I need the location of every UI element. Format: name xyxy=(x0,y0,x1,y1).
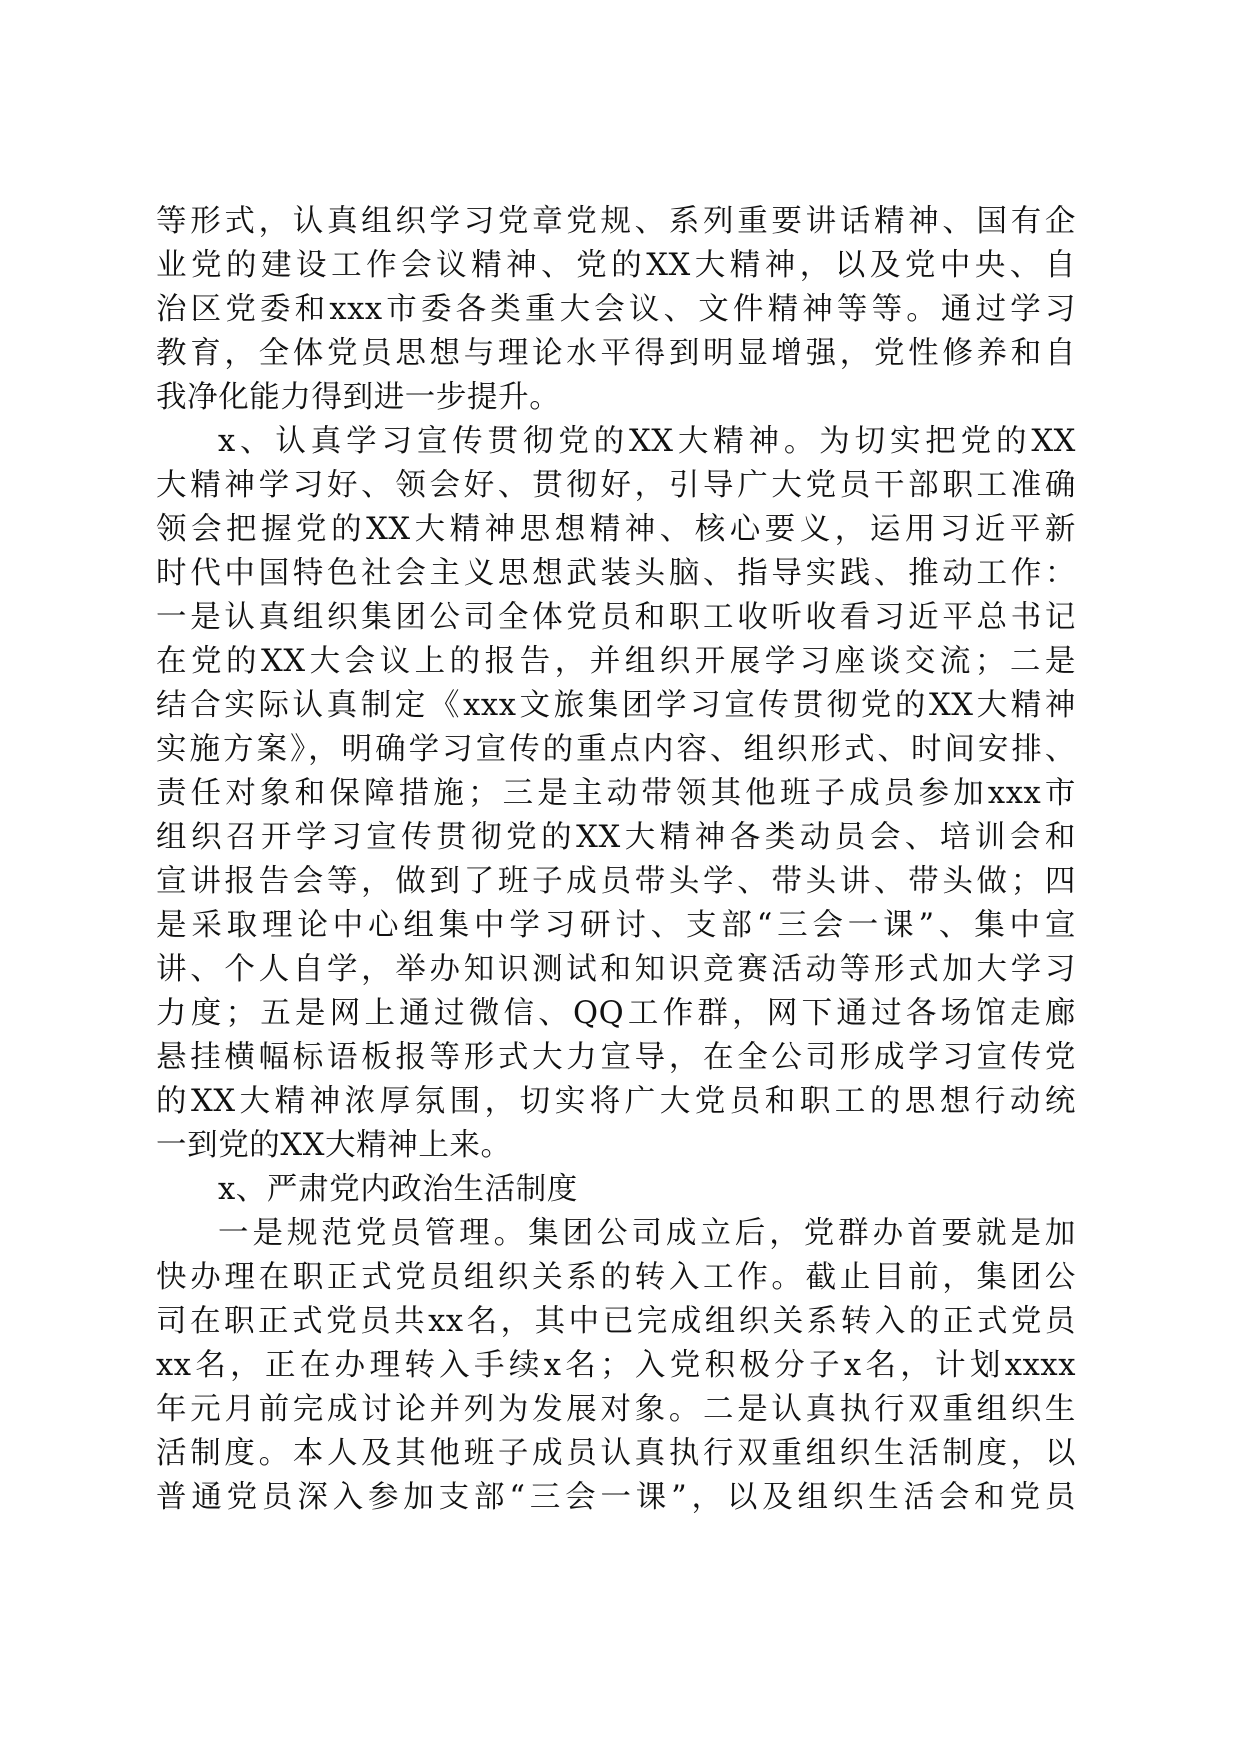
text-line: 业党的建设工作会议精神、党的XX大精神，以及党中央、自 xyxy=(156,248,1076,283)
text-line: 一到党的XX大精神上来。 xyxy=(156,1128,512,1163)
text-line: 一是规范党员管理。集团公司成立后，党群办首要就是加 xyxy=(218,1216,1076,1251)
text-line: 司在职正式党员共xx名，其中已完成组织关系转入的正式党员 xyxy=(156,1304,1076,1339)
text-line: 悬挂横幅标语板报等形式大力宣导，在全公司形成学习宣传党 xyxy=(156,1040,1076,1075)
text-line: 组织召开学习宣传贯彻党的XX大精神各类动员会、培训会和 xyxy=(156,820,1076,855)
text-line: 治区党委和xxx市委各类重大会议、文件精神等等。通过学习 xyxy=(156,292,1076,327)
text-line: 活制度。本人及其他班子成员认真执行双重组织生活制度，以 xyxy=(156,1436,1076,1471)
text-line: 在党的XX大会议上的报告，并组织开展学习座谈交流；二是 xyxy=(156,644,1076,679)
text-line: 是采取理论中心组集中学习研讨、支部“三会一课”、集中宣 xyxy=(156,908,1076,943)
text-line: xx名，正在办理转入手续x名；入党积极分子x名，计划xxxx xyxy=(156,1348,1076,1383)
text-line: x、认真学习宣传贯彻党的XX大精神。为切实把党的XX xyxy=(218,424,1076,459)
text-line: 一是认真组织集团公司全体党员和职工收听收看习近平总书记 xyxy=(156,600,1076,635)
text-line: 大精神学习好、领会好、贯彻好，引导广大党员干部职工准确 xyxy=(156,468,1076,503)
text-line: 结合实际认真制定《xxx文旅集团学习宣传贯彻党的XX大精神 xyxy=(156,688,1076,723)
section-heading: x、严肃党内政治生活制度 xyxy=(218,1172,578,1207)
text-line: 力度；五是网上通过微信、QQ工作群，网下通过各场馆走廊 xyxy=(156,996,1076,1031)
text-line: 普通党员深入参加支部“三会一课”，以及组织生活会和党员 xyxy=(156,1480,1076,1515)
text-line: 教育，全体党员思想与理论水平得到明显增强，党性修养和自 xyxy=(156,336,1076,371)
text-line: 我净化能力得到进一步提升。 xyxy=(156,380,561,415)
text-line: 年元月前完成讨论并列为发展对象。二是认真执行双重组织生 xyxy=(156,1392,1076,1427)
body-text xyxy=(156,200,1076,1520)
text-line: 快办理在职正式党员组织关系的转入工作。截止目前，集团公 xyxy=(156,1260,1076,1295)
text-line: 实施方案》，明确学习宣传的重点内容、组织形式、时间安排、 xyxy=(156,732,1076,767)
text-line: 责任对象和保障措施；三是主动带领其他班子成员参加xxx市 xyxy=(156,776,1076,811)
text-line: 领会把握党的XX大精神思想精神、核心要义，运用习近平新 xyxy=(156,512,1076,547)
text-line: 时代中国特色社会主义思想武装头脑、指导实践、推动工作： xyxy=(156,556,1076,591)
text-line: 讲、个人自学，举办知识测试和知识竞赛活动等形式加大学习 xyxy=(156,952,1076,987)
text-line: 宣讲报告会等，做到了班子成员带头学、带头讲、带头做；四 xyxy=(156,864,1076,899)
text-line: 等形式，认真组织学习党章党规、系列重要讲话精神、国有企 xyxy=(156,204,1076,239)
text-line: 的XX大精神浓厚氛围，切实将广大党员和职工的思想行动统 xyxy=(156,1084,1076,1119)
